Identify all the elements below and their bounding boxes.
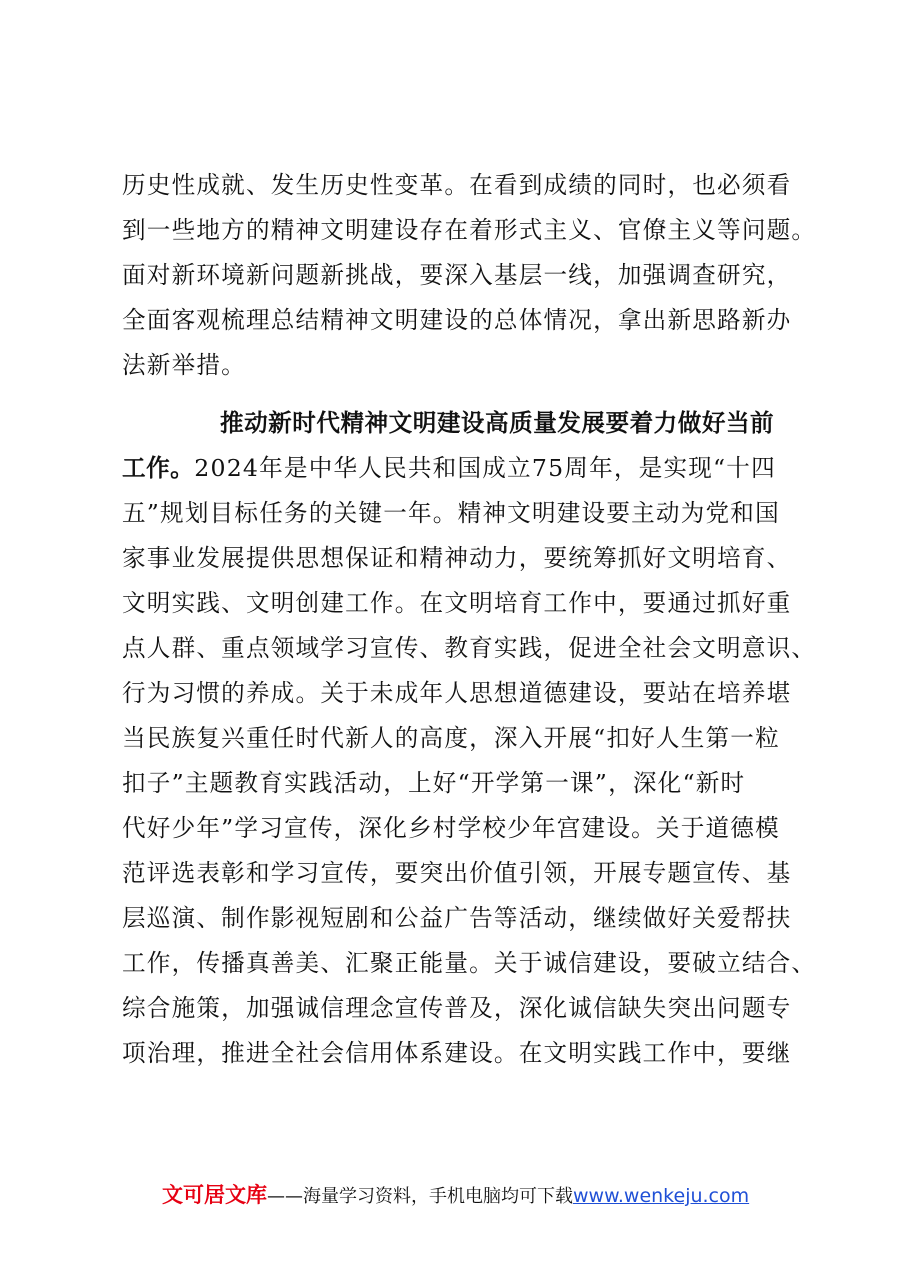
body-line-19: 综合施策，加强诚信理念宣传普及，深化诚信缺失突出问题专 [122,994,792,1022]
footer-banner [162,1180,749,1212]
footer-tagline: ——海量学习资料，手机电脑均可下载 [267,1186,573,1207]
body-line-2: 到一些地方的精神文明建设存在着形式主义、官僚主义等问题。 [122,216,817,244]
body-line-4: 全面客观梳理总结精神文明建设的总体情况，拿出新思路新办 [122,306,792,334]
body-line-1: 历史性成就、发生历史性变革。在看到成绩的同时，也必须看 [122,171,792,199]
paragraph-start: 2024年是中华人民共和国成立75周年，是实现“十四 [194,454,776,482]
body-line-13: 当民族复兴重任时代新人的高度，深入开展“扣好人生第一粒 [122,724,780,752]
brand-name: 文可居文库 [162,1183,267,1207]
body-line-16: 范评选表彰和学习宣传，要突出价值引领，开展专题宣传、基 [122,859,792,887]
body-line-3: 面对新环境新问题新挑战，要深入基层一线，加强调查研究， [122,261,792,289]
body-line-14: 扣子”主题教育实践活动，上好“开学第一课”，深化“新时 [122,769,746,797]
section-heading-line-2 [122,453,776,483]
website-link[interactable]: www.wenkeju.com [573,1185,750,1207]
body-line-12: 行为习惯的养成。关于未成年人思想道德建设，要站在培养堪 [122,679,792,707]
body-line-15: 代好少年”学习宣传，深化乡村学校少年宫建设。关于道德模 [122,814,780,842]
body-line-11: 点人群、重点领域学习宣传、教育实践，促进全社会文明意识、 [122,634,817,662]
body-line-20: 项治理，推进全社会信用体系建设。在文明实践工作中，要继 [122,1039,792,1067]
body-line-5: 法新举措。 [122,351,246,379]
section-heading-end: 工作。 [122,454,195,482]
body-line-10: 文明实践、文明创建工作。在文明培育工作中，要通过抓好重 [122,589,792,617]
body-line-9: 家事业发展提供思想保证和精神动力，要统筹抓好文明培育、 [122,544,792,572]
body-line-18: 工作，传播真善美、汇聚正能量。关于诚信建设，要破立结合、 [122,949,817,977]
body-line-8: 五”规划目标任务的关键一年。精神文明建设要主动为党和国 [122,499,780,527]
body-line-17: 层巡演、制作影视短剧和公益广告等活动，继续做好关爱帮扶 [122,904,792,932]
section-heading-line-1: 推动新时代精神文明建设高质量发展要着力做好当前 [220,409,775,437]
